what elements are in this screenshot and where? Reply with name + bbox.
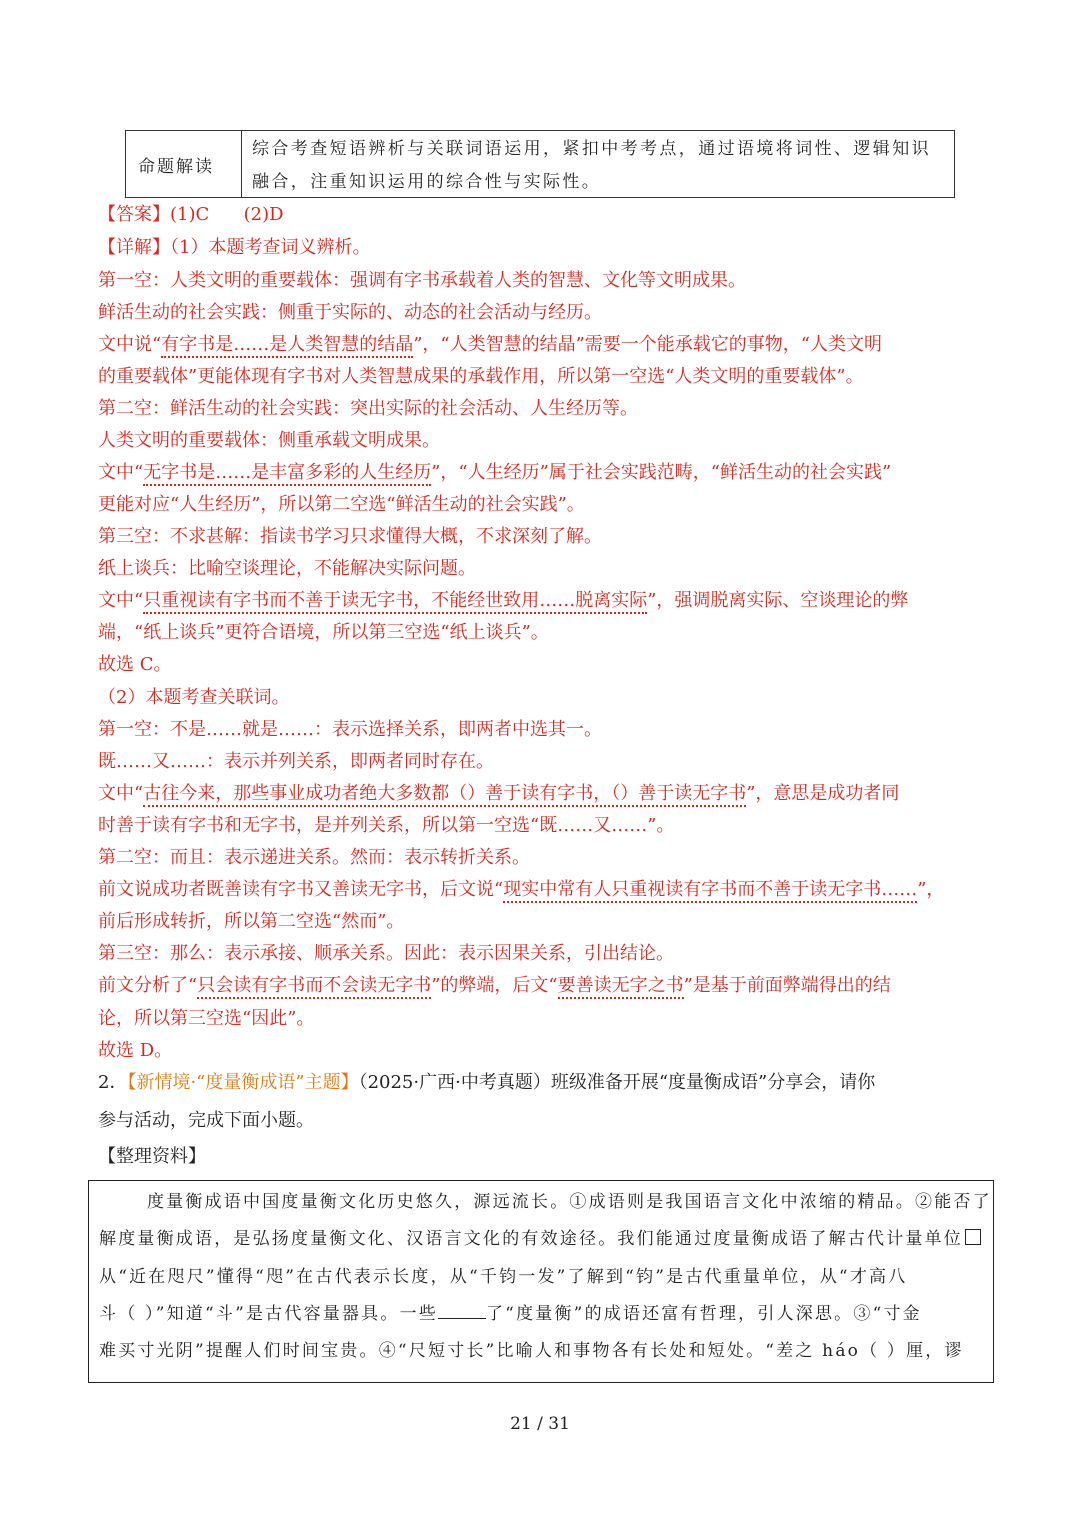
explanation-line: 论，所以第三空选“因此”。 <box>98 1008 315 1029</box>
passage-line: 斗（ ）”知道“斗”是古代容量器具。一些 了“度量衡”的成语还富有哲理，引人深思。③“寸金 <box>99 1304 922 1324</box>
explanation-line: 第一空：不是……就是……：表示选择关系，即两者中选其一。 <box>98 719 602 740</box>
explanation-line: 第一空：人类文明的重要载体：强调有字书承载着人类的智慧、文化等文明成果。 <box>98 270 746 291</box>
passage-box <box>88 1180 994 1383</box>
table-content-line: 融合，注重知识运用的综合性与实际性。 <box>252 172 602 192</box>
passage-line: 解度量衡成语，是弘扬度量衡文化、汉语言文化的有效途径。我们能通过度量衡成语了解古代计量单位 <box>99 1224 981 1249</box>
quoted-text: 无字书是……是丰富多彩的人生经历 <box>143 462 431 486</box>
question-source: （2025·广西·中考真题）班级准备开展“度量衡成语”分享会，请你 <box>358 1072 876 1093</box>
detail-intro: （1）本题考查词义辨析。 <box>170 237 371 258</box>
explanation-line: 文中“只重视读有字书而不善于读无字书，不能经世致用……脱离实际”，强调脱离实际、空谈理论的弊 <box>98 586 988 612</box>
explanation-line: 文中“古往今来，那些事业成功者绝大多数都（）善于读有字书，（）善于读无字书”，意思是成功者同 <box>98 779 988 805</box>
detail-tag: 【详解】 <box>98 237 170 258</box>
explanation-line: 端，“纸上谈兵”更符合语境，所以第三空选“纸上谈兵”。 <box>98 622 549 643</box>
page-number: 21 / 31 <box>510 1414 570 1434</box>
answer-value: (1)C (2)D <box>170 204 284 225</box>
quoted-text: 只会读有字书而不会读无字书 <box>197 975 431 999</box>
question2-line: 参与活动，完成下面小题。 <box>98 1110 314 1131</box>
explanation-line: 故选 C。 <box>98 654 172 675</box>
explanation-line: 既……又……：表示并列关系，即两者同时存在。 <box>98 751 494 772</box>
explanation-line: 第二空：而且：表示递进关系。然而：表示转折关系。 <box>98 847 530 868</box>
section-title: 【整理资料】 <box>98 1146 206 1167</box>
explanation-line: 纸上谈兵：比喻空谈理论，不能解决实际问题。 <box>98 558 476 579</box>
answer-line <box>98 200 988 226</box>
explanation-line: 文中说“有字书是……是人类智慧的结晶”，“人类智慧的结晶”需要一个能承载它的事物，“人类文明 <box>98 330 988 356</box>
detail-line <box>98 233 988 259</box>
explanation-line: 前文分析了“只会读有字书而不会读无字书”的弊端，后文“要善读无字之书”是基于前面弊端得出的结 <box>98 971 988 997</box>
explanation-line: 人类文明的重要载体：侧重承载文明成果。 <box>98 430 440 451</box>
explanation-line: 文中“无字书是……是丰富多彩的人生经历”，“人生经历”属于社会实践范畴，“鲜活生动的社会实践” <box>98 458 988 484</box>
explanation-line: 前文说成功者既善读有字书又善读无字书，后文说“现实中常有人只重视读有字书而不善于读无字书……”， <box>98 875 988 901</box>
question2-line <box>98 1068 988 1094</box>
explanation-line: （2）本题考查关联词。 <box>98 687 290 708</box>
table-label: 命题解读 <box>126 131 242 197</box>
explanation-line: 故选 D。 <box>98 1040 173 1061</box>
quoted-text: 现实中常有人只重视读有字书而不善于读无字书…… <box>503 879 917 903</box>
answer-tag: 【答案】 <box>98 204 170 225</box>
explanation-line: 前后形成转折，所以第二空选“然而”。 <box>98 911 405 932</box>
quoted-text: 只重视读有字书而不善于读无字书，不能经世致用……脱离实际 <box>143 590 647 614</box>
explanation-line: 鲜活生动的社会实践：侧重于实际的、动态的社会活动与经历。 <box>98 302 602 323</box>
explanation-line: 时善于读有字书和无字书，是并列关系，所以第一空选“既……又……”。 <box>98 815 675 836</box>
explanation-line: 的重要载体”更能体现有字书对人类智慧成果的承载作用，所以第一空选“人类文明的重要载体”。 <box>98 366 864 387</box>
passage-line: 度量衡成语中国度量衡文化历史悠久，源远流长。①成语则是我国语言文化中浓缩的精品。②能否了 <box>147 1192 992 1212</box>
explanation-line: 第三空：那么：表示承接、顺承关系。因此：表示因果关系，引出结论。 <box>98 943 674 964</box>
quoted-text: 有字书是……是人类智慧的结晶 <box>161 334 413 358</box>
fill-blank[interactable] <box>438 1318 486 1319</box>
checkbox-icon[interactable] <box>965 1229 981 1245</box>
quoted-text: 要善读无字之书 <box>558 975 684 999</box>
quoted-text: 古往今来，那些事业成功者绝大多数都（）善于读有字书，（）善于读无字书 <box>143 783 746 807</box>
question-number: 2． <box>98 1072 128 1093</box>
explanation-line: 更能对应“人生经历”，所以第二空选“鲜活生动的社会实践”。 <box>98 494 585 515</box>
explanation-line: 第二空：鲜活生动的社会实践：突出实际的社会活动、人生经历等。 <box>98 398 638 419</box>
passage-line: 难买寸光阴”提醒人们时间宝贵。④“尺短寸长”比喻人和事物各有长处和短处。“差之 háo（ ）厘，谬 <box>99 1341 964 1361</box>
interpretation-table <box>125 130 955 198</box>
table-content-line: 综合考查短语辨析与关联词语运用，紧扣中考考点，通过语境将词性、逻辑知识 <box>252 139 931 159</box>
table-content <box>242 131 954 197</box>
explanation-line: 第三空：不求甚解：指读书学习只求懂得大概，不求深刻了解。 <box>98 526 602 547</box>
question-tag: 【新情境·“度量衡成语”主题】 <box>127 1072 359 1093</box>
passage-line: 从“近在咫尺”懂得“咫”在古代表示长度，从“千钧一发”了解到“钧”是古代重量单位，从“才高八 <box>99 1267 908 1287</box>
